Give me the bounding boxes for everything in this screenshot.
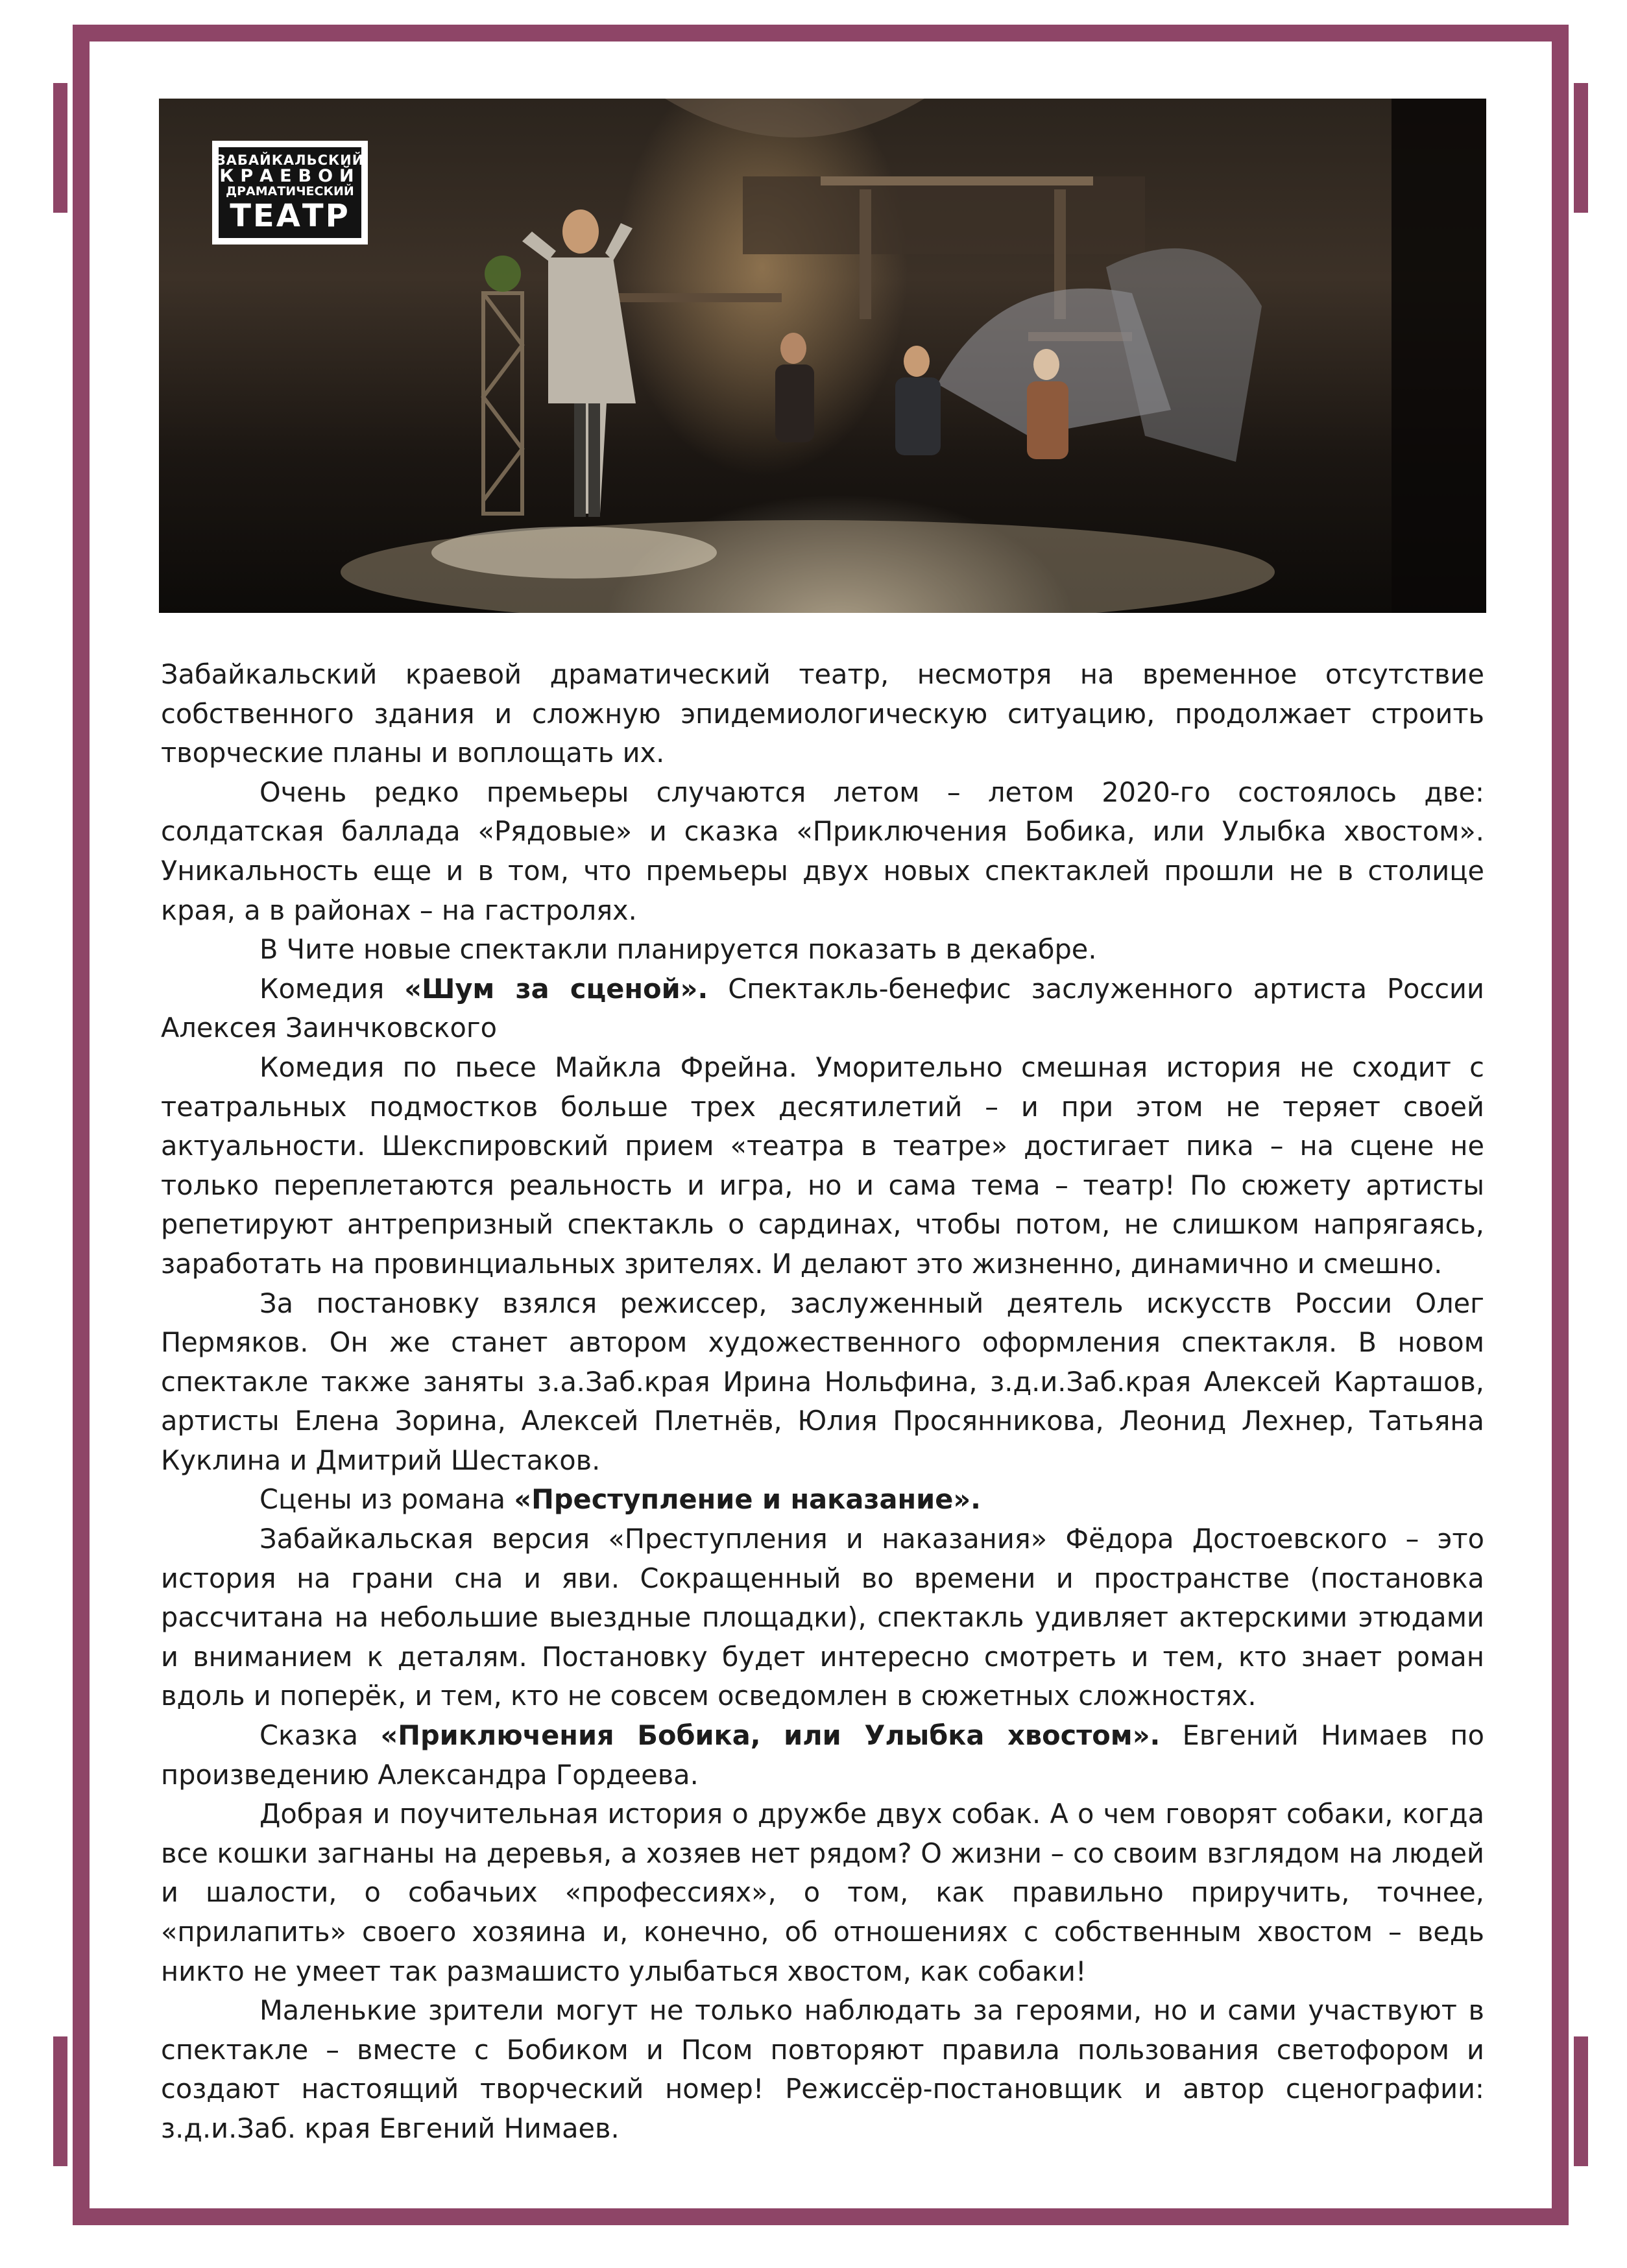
- comedy-rest: Спектакль-бенефис заслуженного артиста России Алексея Заинчковского: [161, 972, 1484, 1044]
- frame-left-accent-top: [53, 83, 67, 213]
- theatre-logo: [212, 141, 368, 245]
- logo-line-4: ТЕАТР: [230, 197, 350, 234]
- paragraph-comedy-description: Комедия по пьесе Майкла Фрейна. Уморительно смешная история не сходит с театральных подмостков больше трех десятилетий – и при этом не теряет своей актуальности. Шекспировский прием «театра в театре» достигает пика – на сцене не только переплетаются реальность и игра, но и сама тема – театр! По сюжету артисты репетируют антрепризный спектакль о сардинах, чтобы потом, не слишком напрягаясь, заработать на провинциальных зрителях. И делают это жизненно, динамично и смешно.: [161, 1051, 1484, 1280]
- actor-standing: [522, 209, 636, 517]
- article-body: [161, 655, 1484, 2149]
- frame-right-accent-top: [1574, 83, 1588, 213]
- novel-title: «Преступление и наказание».: [514, 1483, 981, 1516]
- frame-right-accent-bottom: [1574, 2036, 1588, 2166]
- paragraph-novel-heading: [161, 1480, 1484, 1520]
- paragraph-tale-audience: Маленькие зрители могут не только наблюдать за героями, но и сами участвуют в спектакле – вместе с Бобиком и Псом повторяют правила пользования светофором и создают настоящий творческий номер! Режиссёр-постановщик и автор сценографии: з.д.и.Заб. края Евгений Нимаев.: [161, 1994, 1484, 2144]
- stage-photo: [159, 99, 1486, 613]
- paragraph-tale-description: Добрая и поучительная история о дружбе двух собак. А о чем говорят собаки, когда все кошки загнаны на деревья, а хозяев нет рядом? О жизни – со своим взглядом на людей и шалости, о собачьих «профессиях», о том, как правильно приручить, точнее, «прилапить» своего хозяина и, конечно, об отношениях с собственным хвостом – ведь никто не умеет так размашисто улыбаться хвостом, как собаки!: [161, 1798, 1484, 1987]
- frame-left: [73, 25, 90, 2225]
- tale-title: «Приключения Бобика, или Улыбка хвостом».: [380, 1719, 1161, 1752]
- frame-bottom: [73, 2208, 1569, 2225]
- paragraph-comedy-heading: [161, 970, 1484, 1048]
- comedy-lead: Комедия: [259, 972, 405, 1005]
- paragraph-comedy-cast: За постановку взялся режиссер, заслуженный деятель искусств России Олег Пермяков. Он же станет автором художественного оформления спектакля. В новом спектакле также заняты з.а.Заб.края Ирина Нольфина, з.д.и.Заб.края Алексей Карташов, артисты Елена Зорина, Алексей Плетнёв, Юлия Просянникова, Леонид Лехнер, Татьяна Куклина и Дмитрий Шестаков.: [161, 1287, 1484, 1476]
- logo-line-2: КРАЕВОЙ: [219, 165, 361, 186]
- frame-left-accent-bottom: [53, 2036, 67, 2166]
- comedy-title: «Шум за сценой».: [404, 972, 708, 1005]
- paragraph-intro: Забайкальский краевой драматический театр, несмотря на временное отсутствие собственного здания и сложную эпидемиологическую ситуацию, продолжает строить творческие планы и воплощать их.: [161, 658, 1484, 769]
- paragraph-tale-heading: [161, 1716, 1484, 1795]
- frame-top: [73, 25, 1569, 42]
- theatre-logo-mark: [215, 147, 365, 238]
- paragraph-chita-december: В Чите новые спектакли планируется показать в декабре.: [259, 933, 1097, 966]
- paragraph-summer-premieres: Очень редко премьеры случаются летом – летом 2020-го состоялось две: солдатская баллада «Рядовые» и сказка «Приключения Бобика, или Улыбка хвостом». Уникальность еще и в том, что премьеры двух новых спектаклей прошли не в столице края, а в районах – на гастролях.: [161, 776, 1484, 926]
- logo-line-3: ДРАМАТИЧЕСКИЙ: [226, 184, 354, 199]
- frame-right: [1552, 25, 1569, 2225]
- paragraph-novel-description: Забайкальская версия «Преступления и наказания» Фёдора Достоевского – это история на грани сна и яви. Сокращенный во времени и пространстве (постановка рассчитана на небольшие выездные площадки), спектакль удивляет актерскими этюдами и вниманием к деталям. Постановку будет интересно смотреть и тем, кто знает роман вдоль и поперёк, и тем, кто не совсем осведомлен в сюжетных сложностях.: [161, 1523, 1484, 1712]
- logo-line-1: ЗАБАЙКАЛЬСКИЙ: [215, 152, 365, 168]
- novel-lead: Сцены из романа: [259, 1483, 514, 1516]
- tale-rest: Евгений Нимаев по произведению Александра Гордеева.: [161, 1719, 1484, 1791]
- tale-lead: Сказка: [259, 1719, 381, 1752]
